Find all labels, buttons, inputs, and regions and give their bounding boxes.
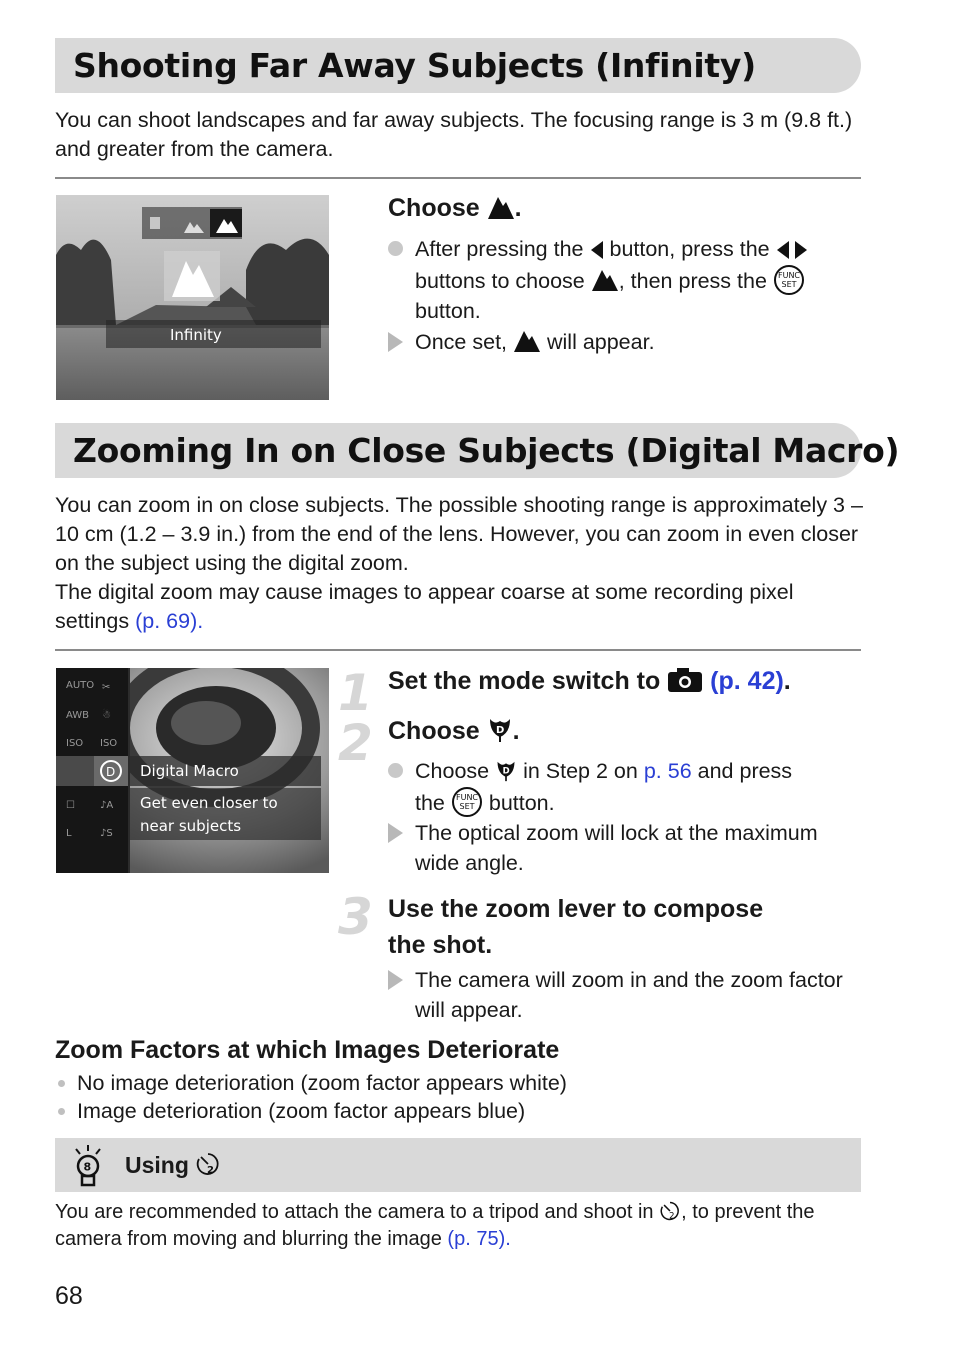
infinity-mountain-icon xyxy=(487,194,515,220)
svg-text:♪S: ♪S xyxy=(100,828,113,839)
infinity-mountain-icon xyxy=(591,268,619,292)
bullet-result: The optical zoom will lock at the maximum wide angle. xyxy=(388,818,863,878)
page-number: 68 xyxy=(55,1282,83,1310)
svg-text:FUNC: FUNC xyxy=(777,271,800,280)
page-link[interactable]: p. 56 xyxy=(643,759,692,783)
heading-text: Choose xyxy=(388,194,480,222)
page-link[interactable]: (p. 69). xyxy=(135,609,204,633)
photo-label-digital-macro: Digital Macro xyxy=(140,762,239,780)
intro-paragraph: You can shoot landscapes and far away subjects. The focusing range is 3 m (9.8 ft.) and greater from the camera. xyxy=(55,108,853,161)
photo-label-hint-line1: Get even closer to xyxy=(140,794,278,812)
digital-macro-photo xyxy=(56,668,329,873)
step-1-heading: Set the mode switch to (p. 42). xyxy=(388,667,791,695)
choose-infinity-heading: Choose . xyxy=(388,194,522,222)
divider xyxy=(55,649,861,651)
bullet-result: Once set, will appear. xyxy=(388,327,863,357)
svg-text:SET: SET xyxy=(781,280,797,289)
page-link[interactable]: (p. 42) xyxy=(710,667,784,695)
bullet-result: The camera will zoom in and the zoom factor will appear. xyxy=(388,965,863,1025)
func-set-icon xyxy=(451,786,483,818)
list-item: Image deterioration (zoom factor appears blue) xyxy=(55,1099,525,1124)
section-banner-infinity xyxy=(55,38,861,93)
svg-text:8: 8 xyxy=(83,1160,92,1174)
svg-text:ISO: ISO xyxy=(100,738,118,749)
tip-bar xyxy=(55,1138,861,1192)
bullet-instructions: After pressing the button, press the buttons to choose , then press the FUNC SET button. xyxy=(388,234,863,326)
step-3-heading: Use the zoom lever to compose the shot. xyxy=(388,895,764,959)
photo-label-hint-line2: near subjects xyxy=(140,817,242,835)
bullet-instructions: Choose D in Step 2 on p. 56 and press the FUNC SET button. xyxy=(388,756,863,818)
tip-text: You are recommended to attach the camera to a tripod and shoot in 2 , to prevent the camera from moving and blurring the image (p. 75). xyxy=(55,1201,815,1250)
digital-macro-icon xyxy=(487,717,513,743)
camera-icon xyxy=(667,667,703,693)
svg-text:L: L xyxy=(66,828,72,839)
svg-text:AUTO: AUTO xyxy=(66,680,95,691)
self-timer-2s-icon xyxy=(659,1200,681,1222)
svg-text:D: D xyxy=(502,765,510,776)
self-timer-2s-icon xyxy=(195,1151,221,1177)
left-arrow-icon xyxy=(590,240,604,260)
page-link[interactable]: (p. 75). xyxy=(447,1228,511,1250)
step-2-heading: Choose D . xyxy=(388,717,520,745)
tip-title: Using 2 xyxy=(125,1151,221,1179)
svg-text:FUNC: FUNC xyxy=(455,793,478,802)
left-right-arrows-icon xyxy=(776,240,808,260)
list-item: No image deterioration (zoom factor appears white) xyxy=(55,1071,567,1096)
landscape-photo xyxy=(56,195,329,400)
lightbulb-tip-icon xyxy=(71,1144,105,1188)
svg-text:AWB: AWB xyxy=(66,710,90,721)
intro-paragraph: You can zoom in on close subjects. The possible shooting range is approximately 3 – 10 cm (1.2 – 3.9 in.) from the end of the lens. However, you can zoom in even closer on the subject using the digital zoom. The digital zoom may cause images to appear coarse at some recording pixel settings (p. 69). xyxy=(55,493,863,633)
section-title: Shooting Far Away Subjects (Infinity) xyxy=(73,46,756,85)
svg-text:D: D xyxy=(495,725,504,736)
photo-label-infinity: Infinity xyxy=(170,326,222,344)
func-set-icon xyxy=(773,264,805,296)
svg-text:SET: SET xyxy=(459,802,475,811)
svg-text:D: D xyxy=(106,765,116,779)
step-number: 2 xyxy=(338,714,373,772)
digital-macro-icon xyxy=(495,760,517,782)
svg-text:ISO: ISO xyxy=(66,738,84,749)
svg-text:2: 2 xyxy=(207,1165,215,1176)
svg-text:♪A: ♪A xyxy=(100,800,114,811)
step-number: 1 xyxy=(338,664,373,722)
divider xyxy=(55,177,861,179)
svg-text:☃: ☃ xyxy=(102,710,111,721)
svg-text:2: 2 xyxy=(669,1210,675,1221)
section-banner-digital-macro xyxy=(55,423,900,478)
zoom-factors-heading: Zoom Factors at which Images Deteriorate xyxy=(55,1036,560,1064)
section-title: Zooming In on Close Subjects (Digital Macro) xyxy=(73,431,900,470)
infinity-mountain-icon xyxy=(513,329,541,353)
step-number: 3 xyxy=(338,888,373,946)
svg-text:✂: ✂ xyxy=(102,682,111,693)
svg-text:☐: ☐ xyxy=(66,800,75,811)
